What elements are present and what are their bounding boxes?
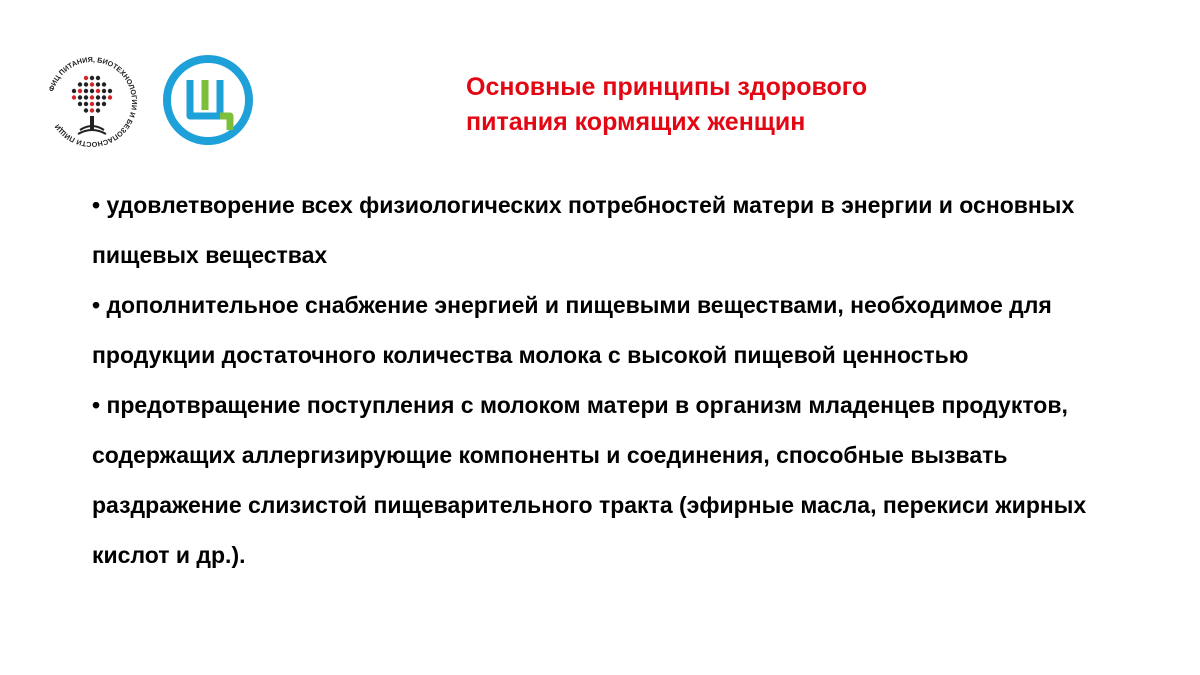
logo-dot	[84, 76, 88, 80]
logo-dot	[84, 102, 88, 106]
logo-dot	[90, 102, 94, 106]
logo-dot	[96, 82, 100, 86]
logo-dot	[96, 102, 100, 106]
logo-dot	[90, 76, 94, 80]
logo-dot	[78, 82, 82, 86]
logo-dot	[90, 82, 94, 86]
logo-dot	[96, 76, 100, 80]
center-ts-logo-icon	[160, 52, 256, 148]
bullet-item-2: • дополнительное снабжение энергией и пищевыми веществами, необходимое для продукции достаточного количества молока с высокой пищевой ценностью	[92, 292, 1052, 368]
slide-title-line-2: питания кормящих женщин	[466, 108, 806, 136]
logo-dot	[90, 108, 94, 112]
logo-dot	[96, 108, 100, 112]
logo-dot	[102, 89, 106, 93]
slide-title	[466, 70, 1106, 140]
logo-dot	[84, 108, 88, 112]
logo-dot	[72, 95, 76, 99]
logo-dot	[108, 89, 112, 93]
logo-dot	[96, 95, 100, 99]
logo-dot	[72, 89, 76, 93]
logo-dot	[102, 95, 106, 99]
logo-dot	[90, 95, 94, 99]
logo-dot	[96, 89, 100, 93]
logo-dot	[90, 89, 94, 93]
bullet-item-3: • предотвращение поступления с молоком матери в организм младенцев продуктов, содержащих аллергизирующие компоненты и соединения, способные вызвать раздражение слизистой пищеварительного тракта (эфирные масла, перекиси жирных кислот и др.).	[92, 392, 1087, 568]
logo-dot	[78, 102, 82, 106]
logo-dot	[108, 95, 112, 99]
bullet-item-1: • удовлетворение всех физиологических потребностей матери в энергии и основных пищевых веществах	[92, 192, 1075, 268]
logo-dot	[78, 95, 82, 99]
logo-dot	[102, 102, 106, 106]
institute-tree-logo-icon	[42, 52, 142, 152]
slide-title-line-1: Основные принципы здорового	[466, 73, 868, 101]
logo-dot	[84, 89, 88, 93]
svg-text:ФИЦ ПИТАНИЯ, БИОТЕХНОЛОГИИ И Б: ФИЦ ПИТАНИЯ, БИОТЕХНОЛОГИИ И БЕЗОПАСНОСТИ ПИЩИ	[46, 54, 140, 150]
logo-dot	[84, 82, 88, 86]
logo-dot	[78, 89, 82, 93]
logo-dot	[84, 95, 88, 99]
bullet-list	[92, 180, 1152, 580]
logo-dot	[102, 82, 106, 86]
